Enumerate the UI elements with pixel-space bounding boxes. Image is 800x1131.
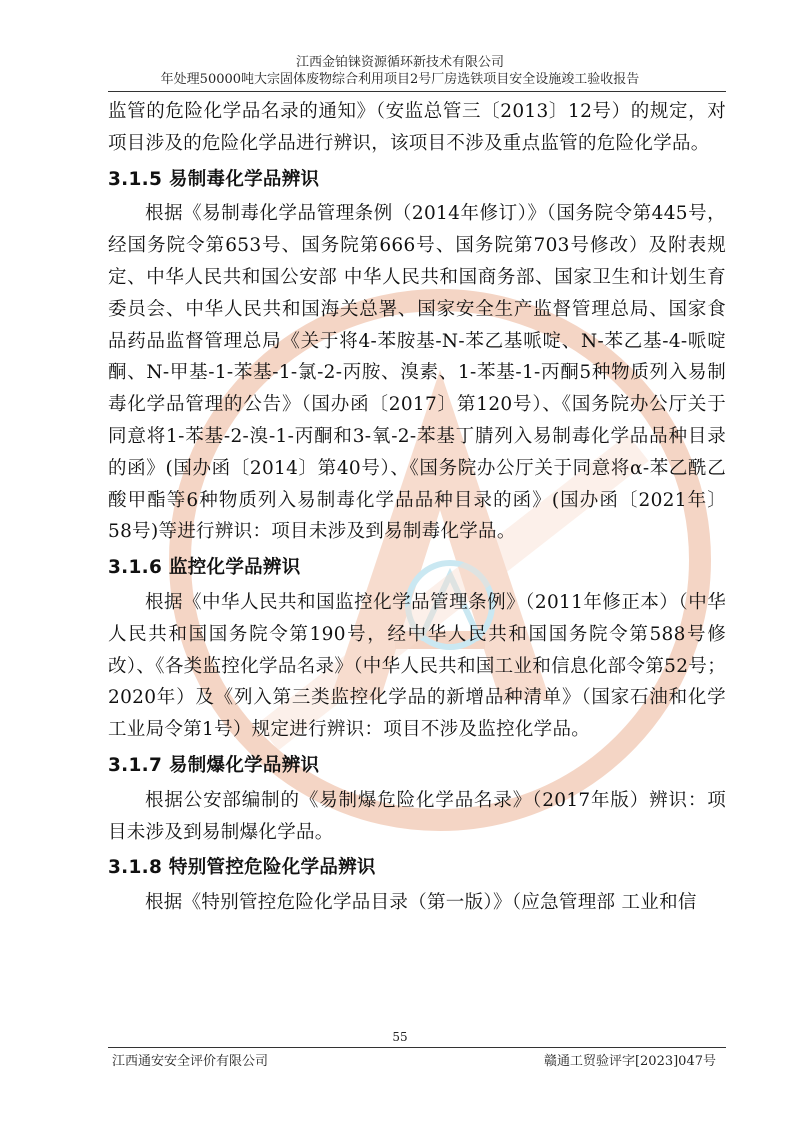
section-paragraph-3-1-8: 根据《特别管控危险化学品目录（第一版）》（应急管理部 工业和信 bbox=[145, 892, 697, 914]
footer-divider bbox=[108, 1047, 726, 1048]
section-heading-3-1-8: 3.1.8 特别管控危险化学品辨识 bbox=[108, 857, 376, 879]
document-body bbox=[108, 96, 726, 919]
header-report-title: 年处理50000吨大宗固体废物综合利用项目2号厂房选铁项目安全设施竣工验收报告 bbox=[160, 72, 640, 87]
footer-doc-number: 赣通工贸验评字[2023]047号 bbox=[543, 1054, 716, 1069]
header-divider bbox=[108, 91, 726, 92]
footer-company: 江西通安安全评价有限公司 bbox=[112, 1054, 269, 1069]
section-heading-3-1-6: 3.1.6 监控化学品辨识 bbox=[108, 557, 301, 579]
section-heading-3-1-5: 3.1.5 易制毒化学品辨识 bbox=[108, 168, 320, 190]
section-paragraph-3-1-5: 根据《易制毒化学品管理条例（2014年修订）》（国务院令第445号，经国务院令第653号、国务院第666号、国务院第703号修改）及附表规定、中华人民共和国公安部 中华人民共和国商务部、国家卫生和计划生育委员会、中华人民共和国海关总署、国家安全生产监督管理总局、国家食品药品监督管理总局《关于将4-苯胺基-N-苯乙基哌啶、N-苯乙基-4-哌啶酮、N-甲基-1-苯基-1-氯-2-丙胺、溴素、1-苯基-1-丙酮5种物质列入易制毒化学品管理的公告》（国办函〔2017〕第120号）、《国务院办公厅关于同意将1-苯基-2-溴-1-丙酮和3-氧-2-苯基丁腈列入易制毒化学品品种目录的函》(国办函〔2014〕第40号）、《国务院办公厅关于同意将α-苯乙酰乙酸甲酯等6种物质列入易制毒化学品品种目录的函》(国办函〔2021年〕58号)等进行辨识：项目未涉及到易制毒化学品。 bbox=[108, 203, 726, 543]
section-heading-3-1-7: 3.1.7 易制爆化学品辨识 bbox=[108, 754, 320, 776]
header-company: 江西金铂铼资源循环新技术有限公司 bbox=[295, 55, 504, 70]
section-paragraph-3-1-6: 根据《中华人民共和国监控化学品管理条例》（2011年修正本）（中华人民共和国国务院令第190号，经中华人民共和国国务院令第588号修改）、《各类监控化学品名录》（中华人民共和国工业和信息化部令第52号；2020年）及《列入第三类监控化学品的新增品种清单》（国家石油和化学工业局令第1号）规定进行辨识：项目不涉及监控化学品。 bbox=[108, 591, 726, 741]
page-number: 55 bbox=[392, 1030, 408, 1044]
section-paragraph-3-1-7: 根据公安部编制的《易制爆危险化学品名录》（2017年版）辨识：项目未涉及到易制爆化学品。 bbox=[108, 789, 726, 843]
intro-paragraph: 监管的危险化学品名录的通知》（安监总管三〔2013〕12号）的规定，对项目涉及的危险化学品进行辨识，该项目不涉及重点监管的危险化学品。 bbox=[108, 101, 726, 154]
